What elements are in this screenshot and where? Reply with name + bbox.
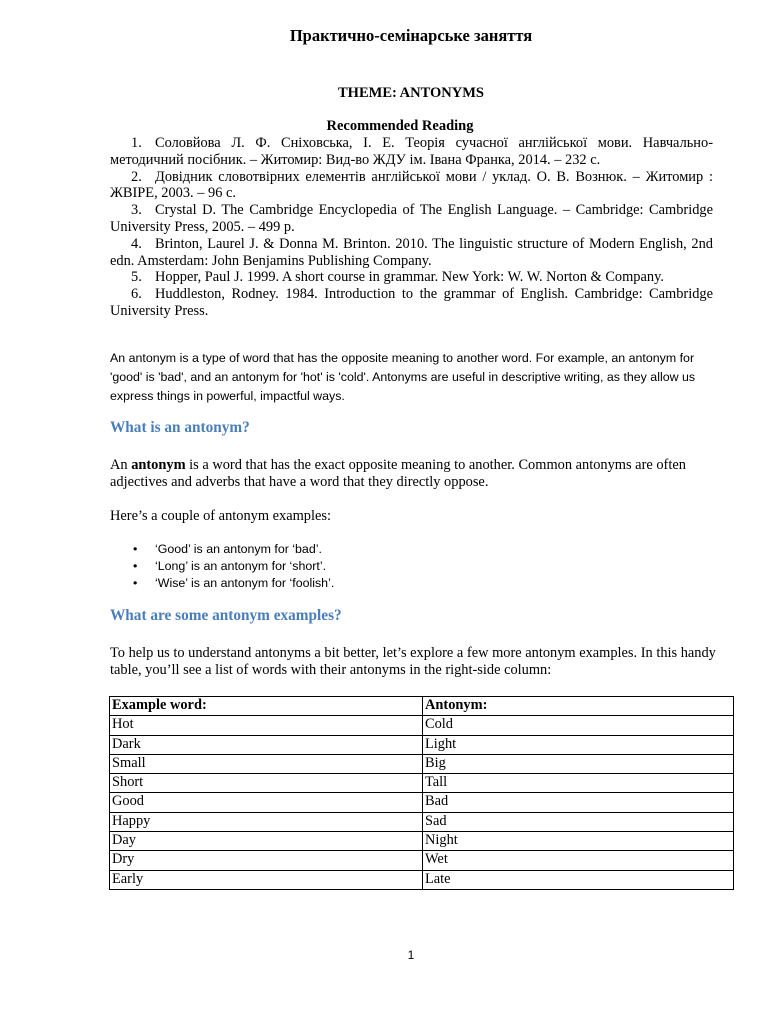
bullet-icon: • xyxy=(133,576,138,590)
table-row xyxy=(110,716,734,735)
list-item xyxy=(133,558,693,575)
table-row xyxy=(110,870,734,889)
column-header-example-word: Example word: xyxy=(110,697,423,716)
table-row xyxy=(110,851,734,870)
table-cell: Day xyxy=(110,832,423,851)
examples-list xyxy=(133,541,693,592)
intro-paragraph: An antonym is a type of word that has the opposite meaning to another word. For example, an antonym for 'good' is 'bad', and an antonym for 'hot' is 'cold'. Antonyms are useful in descriptive writing, as they allow us express things in powerful, impactful ways. xyxy=(110,351,696,403)
table-cell: Sad xyxy=(423,812,734,831)
list-item xyxy=(133,541,693,558)
table-row xyxy=(110,735,734,754)
reading-item-number: 1. xyxy=(131,135,142,151)
reading-item-text: Соловйова Л. Ф. Сніховська, І. Е. Теорія сучасної англійської мови. Навчально-методичний посібник. – Житомир: Вид-во ЖДУ ім. Івана Франка, 2014. – 232 с. xyxy=(110,135,713,168)
document-title: Практично-семінарське заняття xyxy=(289,26,533,45)
table-header-row xyxy=(110,697,734,716)
table-cell: Big xyxy=(423,754,734,773)
table-cell: Happy xyxy=(110,812,423,831)
table-cell: Early xyxy=(110,870,423,889)
antonym-table xyxy=(109,696,734,890)
definition-term: antonym xyxy=(131,457,186,473)
reading-item xyxy=(110,169,713,203)
bullet-icon: • xyxy=(133,542,138,556)
table-row xyxy=(110,832,734,851)
table-intro-paragraph: To help us to understand antonyms a bit better, let’s explore a few more antonym examples. In this handy table, you’ll see a list of words with their antonyms in the right-side column: xyxy=(110,645,716,678)
examples-intro: Here’s a couple of antonym examples: xyxy=(110,508,331,524)
table-row xyxy=(110,793,734,812)
definition-paragraph xyxy=(110,457,720,491)
reading-item-text: Hopper, Paul J. 1999. A short course in grammar. New York: W. W. Norton & Company. xyxy=(155,269,664,286)
section-heading-what-is: What is an antonym? xyxy=(110,419,250,436)
table-cell: Cold xyxy=(423,716,734,735)
table-cell: Light xyxy=(423,735,734,754)
reading-item xyxy=(110,135,713,169)
table-cell: Short xyxy=(110,774,423,793)
table-cell: Hot xyxy=(110,716,423,735)
section-heading-examples: What are some antonym examples? xyxy=(110,607,342,624)
reading-item xyxy=(110,269,713,286)
table-cell: Dry xyxy=(110,851,423,870)
reading-item-number: 4. xyxy=(131,235,142,252)
table-cell: Night xyxy=(423,832,734,851)
reading-item xyxy=(110,202,713,236)
table-row xyxy=(110,754,734,773)
table-row xyxy=(110,774,734,793)
recommended-reading-heading: Recommended Reading xyxy=(326,118,474,134)
table-cell: Good xyxy=(110,793,423,812)
table-row xyxy=(110,812,734,831)
definition-body: is a word that has the exact opposite meaning to another. Common antonyms are often adjectives and adverbs that have a word that they directly oppose. xyxy=(110,457,686,490)
table-cell: Dark xyxy=(110,735,423,754)
reading-item-number: 5. xyxy=(131,269,142,286)
page-number: 1 xyxy=(407,948,415,962)
list-item-text: ‘Long’ is an antonym for ‘short’. xyxy=(155,559,327,573)
table-cell: Small xyxy=(110,754,423,773)
column-header-antonym: Antonym: xyxy=(423,697,734,716)
list-item-text: ‘Good’ is an antonym for ‘bad’. xyxy=(155,542,322,556)
table-cell: Wet xyxy=(423,851,734,870)
table-cell: Bad xyxy=(423,793,734,812)
reading-list xyxy=(110,135,713,320)
list-item xyxy=(133,575,693,592)
theme-heading: THEME: ANTONYMS xyxy=(338,85,484,101)
reading-item-text: Huddleston, Rodney. 1984. Introduction to the grammar of English. Cambridge: Cambridge University Press. xyxy=(110,286,713,319)
reading-item-text: Crystal D. The Cambridge Encyclopedia of The English Language. – Cambridge: Cambridge University Press, 2005. – 499 p. xyxy=(110,202,713,235)
reading-item xyxy=(110,236,713,270)
reading-item xyxy=(110,286,713,320)
table-cell: Tall xyxy=(423,774,734,793)
list-item-text: ‘Wise’ is an antonym for ‘foolish’. xyxy=(155,576,335,590)
reading-item-number: 6. xyxy=(131,286,142,303)
reading-item-text: Brinton, Laurel J. & Donna M. Brinton. 2010. The linguistic structure of Modern English, 2nd edn. Amsterdam: John Benjamins Publishing Company. xyxy=(110,235,713,269)
table-cell: Late xyxy=(423,870,734,889)
reading-item-text: Довідник словотвірних елементів англійської мови / уклад. О. В. Вознюк. – Житомир : ЖВІРЕ, 2003. – 96 с. xyxy=(110,168,713,202)
reading-item-number: 2. xyxy=(131,168,142,185)
reading-item-number: 3. xyxy=(131,202,142,219)
bullet-icon: • xyxy=(133,559,138,573)
definition-lead: An xyxy=(110,457,132,473)
